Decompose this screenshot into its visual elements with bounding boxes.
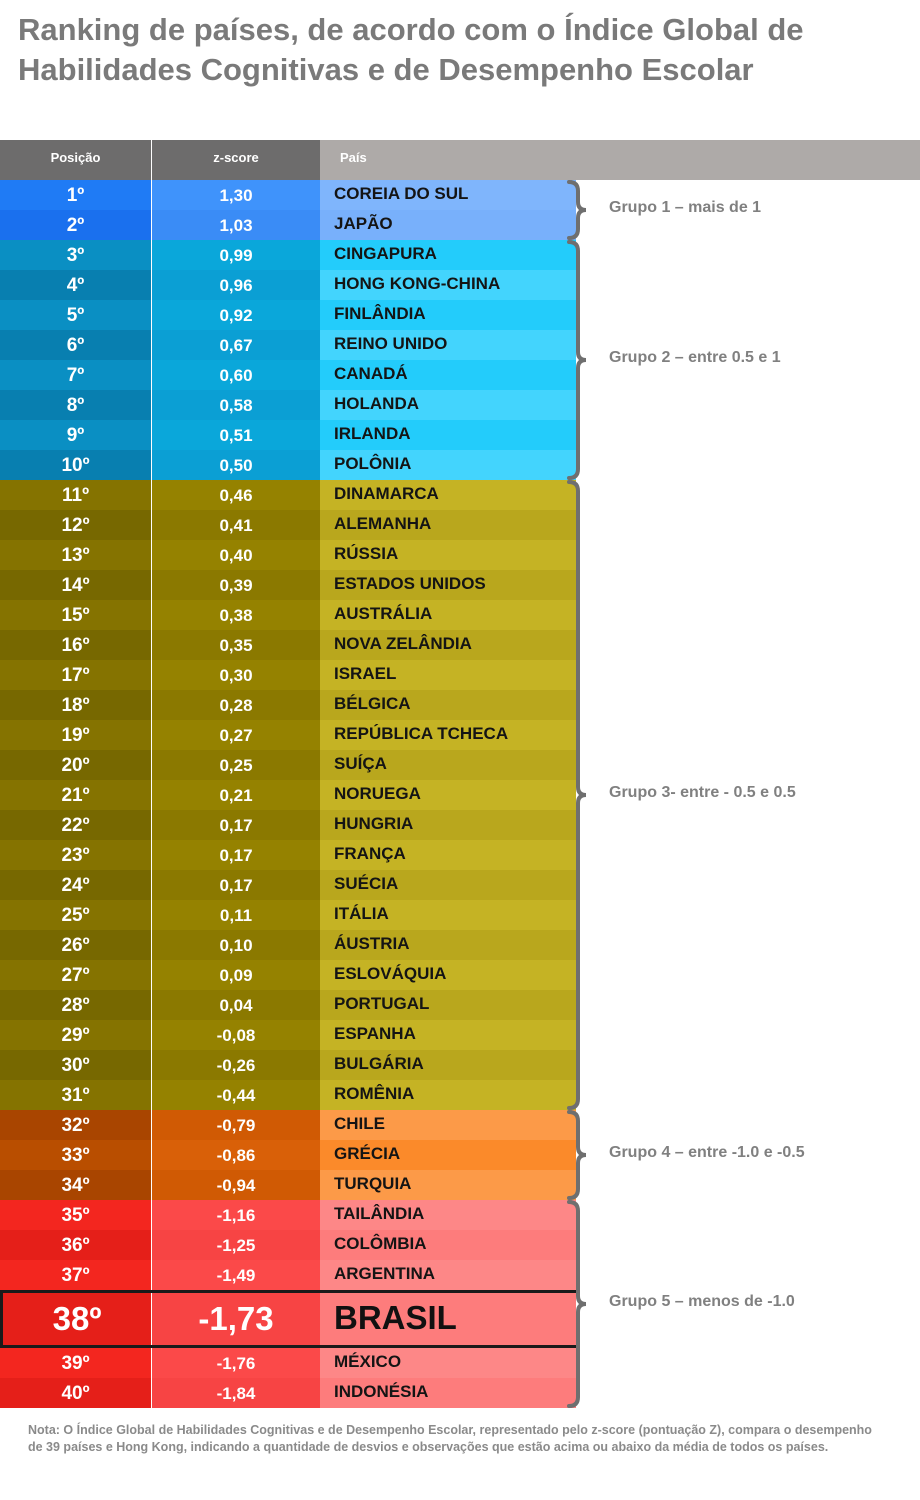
z-score-cell: 0,30 (152, 660, 320, 690)
z-score-cell: -0,08 (152, 1020, 320, 1050)
rank-cell: 30º (0, 1050, 151, 1080)
z-score-cell: 0,38 (152, 600, 320, 630)
table-row (0, 510, 576, 540)
z-score-cell: 0,67 (152, 330, 320, 360)
group-label-5: Grupo 5 – menos de -1.0 (609, 1293, 795, 1310)
group-label-3: Grupo 3- entre - 0.5 e 0.5 (609, 784, 796, 801)
country-cell: CANADÁ (320, 360, 576, 390)
z-score-cell: -0,79 (152, 1110, 320, 1140)
country-cell: FRANÇA (320, 840, 576, 870)
table-row (0, 990, 576, 1020)
rank-cell: 9º (0, 420, 151, 450)
table-row (0, 330, 576, 360)
table-row (0, 570, 576, 600)
header-z-score: z-score (152, 140, 320, 180)
country-cell: RÚSSIA (320, 540, 576, 570)
table-row (0, 1170, 576, 1200)
rank-cell: 26º (0, 930, 151, 960)
country-cell: BULGÁRIA (320, 1050, 576, 1080)
country-cell: ESTADOS UNIDOS (320, 570, 576, 600)
country-cell: NOVA ZELÂNDIA (320, 630, 576, 660)
table-row (0, 300, 576, 330)
rank-cell: 12º (0, 510, 151, 540)
table-row (0, 810, 576, 840)
z-score-cell: 0,04 (152, 990, 320, 1020)
table-row (0, 630, 576, 660)
table-row (0, 840, 576, 870)
table-row (0, 540, 576, 570)
rank-cell: 36º (0, 1230, 151, 1260)
country-cell: ESLOVÁQUIA (320, 960, 576, 990)
table-row (0, 480, 576, 510)
rank-cell: 33º (0, 1140, 151, 1170)
country-cell: ALEMANHA (320, 510, 576, 540)
rank-cell: 8º (0, 390, 151, 420)
rank-cell: 20º (0, 750, 151, 780)
rank-cell: 35º (0, 1200, 151, 1230)
table-row (0, 1110, 576, 1140)
z-score-cell: 0,17 (152, 810, 320, 840)
country-cell: HONG KONG-CHINA (320, 270, 576, 300)
z-score-cell: 0,17 (152, 870, 320, 900)
country-cell: SUÍÇA (320, 750, 576, 780)
z-score-cell: -1,16 (152, 1200, 320, 1230)
z-score-cell: 0,21 (152, 780, 320, 810)
country-cell: TURQUIA (320, 1170, 576, 1200)
table-row (0, 1200, 576, 1230)
rank-cell: 25º (0, 900, 151, 930)
table-header (0, 140, 920, 180)
rank-cell: 18º (0, 690, 151, 720)
rank-cell: 16º (0, 630, 151, 660)
country-cell: CINGAPURA (320, 240, 576, 270)
z-score-cell: -1,49 (152, 1260, 320, 1290)
z-score-cell: 0,09 (152, 960, 320, 990)
country-cell: MÉXICO (320, 1348, 576, 1378)
rank-cell: 34º (0, 1170, 151, 1200)
rank-cell: 32º (0, 1110, 151, 1140)
table-row (0, 270, 576, 300)
country-cell: SUÉCIA (320, 870, 576, 900)
rank-cell: 4º (0, 270, 151, 300)
z-score-cell: 0,92 (152, 300, 320, 330)
rank-cell: 10º (0, 450, 151, 480)
table-row (0, 1230, 576, 1260)
rank-cell: 19º (0, 720, 151, 750)
table-row (0, 180, 576, 210)
table-row (0, 390, 576, 420)
table-row (0, 690, 576, 720)
z-score-cell: -0,44 (152, 1080, 320, 1110)
table-row (0, 960, 576, 990)
country-cell: INDONÉSIA (320, 1378, 576, 1408)
rank-cell: 14º (0, 570, 151, 600)
rank-cell: 6º (0, 330, 151, 360)
country-cell: PORTUGAL (320, 990, 576, 1020)
z-score-cell: -1,73 (152, 1293, 320, 1345)
country-cell: ITÁLIA (320, 900, 576, 930)
z-score-cell: 0,17 (152, 840, 320, 870)
country-cell: COREIA DO SUL (320, 180, 576, 210)
rank-cell: 39º (0, 1348, 151, 1378)
z-score-cell: 0,60 (152, 360, 320, 390)
rank-cell: 3º (0, 240, 151, 270)
country-cell: ROMÊNIA (320, 1080, 576, 1110)
rank-cell: 28º (0, 990, 151, 1020)
z-score-cell: -0,26 (152, 1050, 320, 1080)
rank-cell: 23º (0, 840, 151, 870)
z-score-cell: 0,39 (152, 570, 320, 600)
rank-cell: 29º (0, 1020, 151, 1050)
rank-cell: 27º (0, 960, 151, 990)
z-score-cell: -1,84 (152, 1378, 320, 1408)
table-row (0, 1348, 576, 1378)
z-score-cell: 0,28 (152, 690, 320, 720)
group-label-1: Grupo 1 – mais de 1 (609, 199, 762, 216)
rank-cell: 37º (0, 1260, 151, 1290)
country-cell: HOLANDA (320, 390, 576, 420)
country-cell: ESPANHA (320, 1020, 576, 1050)
z-score-cell: 1,03 (152, 210, 320, 240)
table-row (0, 450, 576, 480)
table-row (0, 1140, 576, 1170)
z-score-cell: 0,40 (152, 540, 320, 570)
rank-cell: 38º (0, 1293, 151, 1345)
country-cell: FINLÂNDIA (320, 300, 576, 330)
rank-cell: 5º (0, 300, 151, 330)
table-row (0, 600, 576, 630)
rank-cell: 11º (0, 480, 151, 510)
header-position: Posição (0, 140, 151, 180)
country-cell: NORUEGA (320, 780, 576, 810)
table-row (0, 750, 576, 780)
z-score-cell: 0,46 (152, 480, 320, 510)
country-cell: GRÉCIA (320, 1140, 576, 1170)
z-score-cell: 0,99 (152, 240, 320, 270)
country-cell: POLÔNIA (320, 450, 576, 480)
table-row (0, 1378, 576, 1408)
z-score-cell: 0,41 (152, 510, 320, 540)
z-score-cell: -1,76 (152, 1348, 320, 1378)
z-score-cell: -1,25 (152, 1230, 320, 1260)
table-row (0, 1050, 576, 1080)
rank-cell: 15º (0, 600, 151, 630)
rank-cell: 22º (0, 810, 151, 840)
rank-cell: 31º (0, 1080, 151, 1110)
table-row-highlight (0, 1290, 576, 1348)
z-score-cell: 0,25 (152, 750, 320, 780)
z-score-cell: 0,50 (152, 450, 320, 480)
country-cell: DINAMARCA (320, 480, 576, 510)
table-row (0, 240, 576, 270)
country-cell: HUNGRIA (320, 810, 576, 840)
rank-cell: 24º (0, 870, 151, 900)
z-score-cell: 0,27 (152, 720, 320, 750)
country-cell: ARGENTINA (320, 1260, 576, 1290)
group-label-4: Grupo 4 – entre -1.0 e -0.5 (609, 1144, 805, 1161)
table-row (0, 1260, 576, 1290)
table-row (0, 780, 576, 810)
rank-cell: 1º (0, 180, 151, 210)
table-row (0, 210, 576, 240)
z-score-cell: 1,30 (152, 180, 320, 210)
rank-cell: 13º (0, 540, 151, 570)
table-row (0, 930, 576, 960)
rank-cell: 40º (0, 1378, 151, 1408)
table-row (0, 420, 576, 450)
table-row (0, 660, 576, 690)
table-row (0, 870, 576, 900)
group-label-2: Grupo 2 – entre 0.5 e 1 (609, 349, 781, 366)
country-cell: IRLANDA (320, 420, 576, 450)
country-cell: COLÔMBIA (320, 1230, 576, 1260)
country-cell: BRASIL (320, 1293, 576, 1345)
country-cell: AUSTRÁLIA (320, 600, 576, 630)
country-cell: REINO UNIDO (320, 330, 576, 360)
rank-cell: 2º (0, 210, 151, 240)
country-cell: REPÚBLICA TCHECA (320, 720, 576, 750)
z-score-cell: -0,86 (152, 1140, 320, 1170)
z-score-cell: 0,11 (152, 900, 320, 930)
table-row (0, 1080, 576, 1110)
table-row (0, 1020, 576, 1050)
country-cell: JAPÃO (320, 210, 576, 240)
table-row (0, 720, 576, 750)
z-score-cell: 0,96 (152, 270, 320, 300)
table-row (0, 360, 576, 390)
table-row (0, 900, 576, 930)
country-cell: ÁUSTRIA (320, 930, 576, 960)
country-cell: BÉLGICA (320, 690, 576, 720)
page-title: Ranking de países, de acordo com o Índice Global de Habilidades Cognitivas e de Desempenho Escolar (18, 12, 804, 87)
z-score-cell: 0,58 (152, 390, 320, 420)
z-score-cell: -0,94 (152, 1170, 320, 1200)
z-score-cell: 0,51 (152, 420, 320, 450)
footnote: Nota: O Índice Global de Habilidades Cognitivas e de Desempenho Escolar, representado pelo z-score (pontuação Z), compara o desempenho de 39 países e Hong Kong, indicando a quantidade de desvios e observações que estão acima ou abaixo da média de todos os países. (28, 1423, 872, 1454)
country-cell: TAILÂNDIA (320, 1200, 576, 1230)
rank-cell: 21º (0, 780, 151, 810)
z-score-cell: 0,35 (152, 630, 320, 660)
country-cell: CHILE (320, 1110, 576, 1140)
header-country: País (320, 140, 920, 180)
country-cell: ISRAEL (320, 660, 576, 690)
rank-cell: 17º (0, 660, 151, 690)
z-score-cell: 0,10 (152, 930, 320, 960)
rank-cell: 7º (0, 360, 151, 390)
